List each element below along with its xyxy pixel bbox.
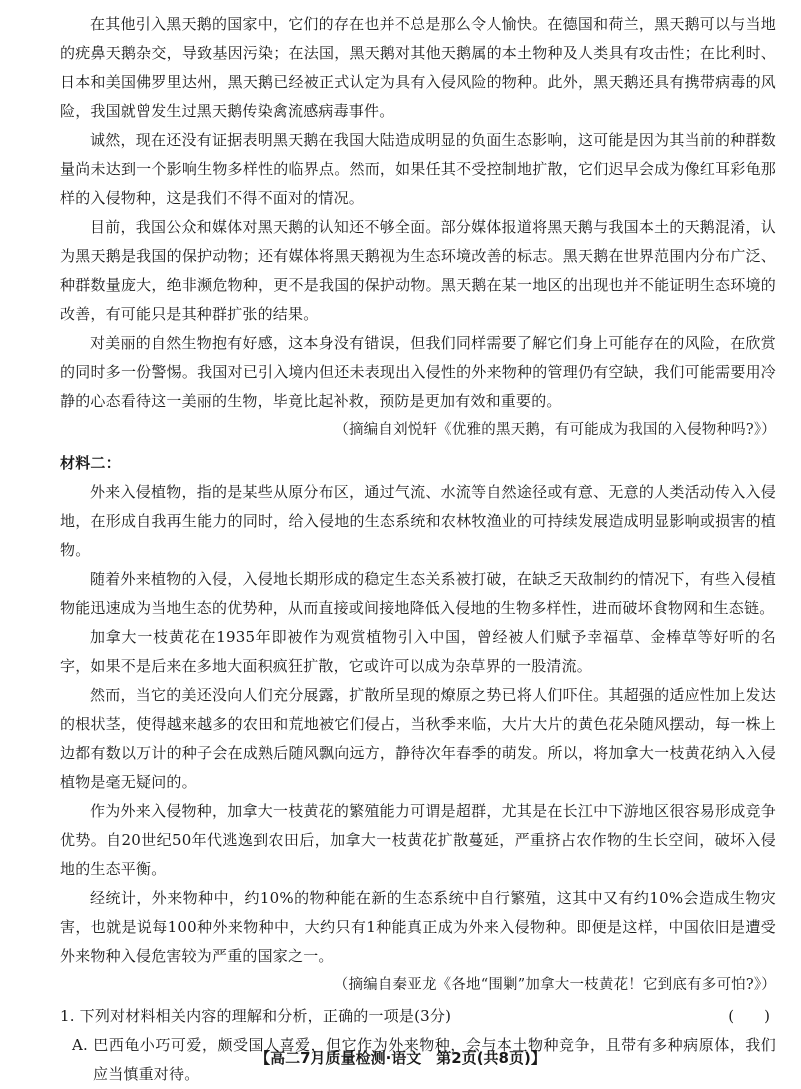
paragraph-invasive-plant-impact: 随着外来植物的入侵，入侵地长期形成的稳定生态关系被打破，在缺乏天敌制约的情况下，有些入侵植物能迅速成为当地生态的优势种，从而直接或间接地降低入侵地的生物多样性，进而破坏食物网和生态链。: [60, 570, 776, 617]
paragraph-goldenrod-spread: 然而，当它的美还没向人们充分展露，扩散所呈现的燎原之势已将人们吓住。其超强的适应性加上发达的根状茎，使得越来越多的农田和荒地被它们侵占，当秋季来临，大片大片的黄色花朵随风摆动，每一株上边都有数以万计的种子会在成熟后随风飘向远方，静待次年春季的萌发。所以，将加拿大一枝黄花纳入入侵植物是毫无疑问的。: [60, 686, 776, 791]
material-one-source: （摘编自刘悦轩《优雅的黑天鹅，有可能成为我国的入侵物种吗?》）: [334, 422, 776, 438]
question-1-stem: 1. 下列对材料相关内容的理解和分析，正确的一项是(3分): [60, 1007, 452, 1025]
page-footer: 【高二7月质量检测·语文 第2页(共8页)】: [255, 1049, 546, 1067]
material-one: [60, 10, 776, 445]
exam-page: [60, 10, 776, 1089]
paragraph-goldenrod-introduction: 加拿大一枝黄花在1935年即被作为观赏植物引入中国，曾经被人们赋予幸福草、金棒草等好听的名字，如果不是后来在多地大面积疯狂扩散，它或许可以成为杂草界的一股清流。: [60, 628, 776, 675]
paragraph-black-swan-other-countries: 在其他引入黑天鹅的国家中，它们的存在也并不总是那么令人愉快。在德国和荷兰，黑天鹅可以与当地的疣鼻天鹅杂交，导致基因污染；在法国，黑天鹅对其他天鹅属的本土物种及人类具有攻击性；在比利时、日本和美国佛罗里达州，黑天鹅已经被正式认定为具有入侵风险的物种。此外，黑天鹅还具有携带病毒的风险，我国就曾发生过黑天鹅传染禽流感病毒事件。: [60, 15, 776, 120]
question-1-option-a: A. 巴西龟小巧可爱，颇受国人喜爱，但它作为外来物种，会与本土物种竞争，且带有多种病原体，我们应当慎重对待。: [72, 1036, 776, 1083]
question-1-stem-line: [60, 1002, 776, 1031]
material-two: [60, 449, 776, 1000]
paragraph-black-swan-no-evidence: 诚然，现在还没有证据表明黑天鹅在我国大陆造成明显的负面生态影响，这可能是因为其当前的种群数量尚未达到一个影响生物多样性的临界点。然而，如果任其不受控制地扩散，它们迟早会成为像红耳彩龟那样的入侵物种，这是我们不得不面对的情况。: [60, 131, 776, 207]
paragraph-black-swan-vigilance: 对美丽的自然生物抱有好感，这本身没有错误，但我们同样需要了解它们身上可能存在的风险，在欣赏的同时多一份警惕。我国对已引入境内但还未表现出入侵性的外来物种的管理仍有空缺，我们可能需要用冷静的心态看待这一美丽的生物，毕竟比起补救，预防是更加有效和重要的。: [60, 334, 776, 410]
paragraph-invasive-statistics: 经统计，外来物种中，约10%的物种能在新的生态系统中自行繁殖，这其中又有约10%会造成生物灾害，也就是说每100种外来物种中，大约只有1种能真正成为外来入侵物种。即便是这样，中国依旧是遭受外来物种入侵危害较为严重的国家之一。: [60, 889, 776, 965]
answer-bracket[interactable]: ( ): [728, 1007, 770, 1025]
paragraph-goldenrod-reproduction: 作为外来入侵物种，加拿大一枝黄花的繁殖能力可谓是超群，尤其是在长江中下游地区很容易形成竞争优势。自20世纪50年代逃逸到农田后，加拿大一枝黄花扩散蔓延，严重挤占农作物的生长空间，破坏入侵地的生态平衡。: [60, 802, 776, 878]
material-two-heading: 材料二：: [60, 454, 121, 472]
paragraph-invasive-plant-definition: 外来入侵植物，指的是某些从原分布区，通过气流、水流等自然途径或有意、无意的人类活动传入入侵地，在形成自我再生能力的同时，给入侵地的生态系统和农林牧渔业的可持续发展造成明显影响或损害的植物。: [60, 483, 776, 559]
paragraph-black-swan-media-awareness: 目前，我国公众和媒体对黑天鹅的认知还不够全面。部分媒体报道将黑天鹅与我国本土的天鹅混淆，认为黑天鹅是我国的保护动物；还有媒体将黑天鹅视为生态环境改善的标志。黑天鹅在世界范围内分布广泛、种群数量庞大，绝非濒危物种，更不是我国的保护动物。黑天鹅在某一地区的出现也并不能证明生态环境的改善，有可能只是其种群扩张的结果。: [60, 218, 776, 323]
material-two-source: （摘编自秦亚龙《各地“围剿”加拿大一枝黄花！它到底有多可怕?》）: [333, 977, 776, 993]
